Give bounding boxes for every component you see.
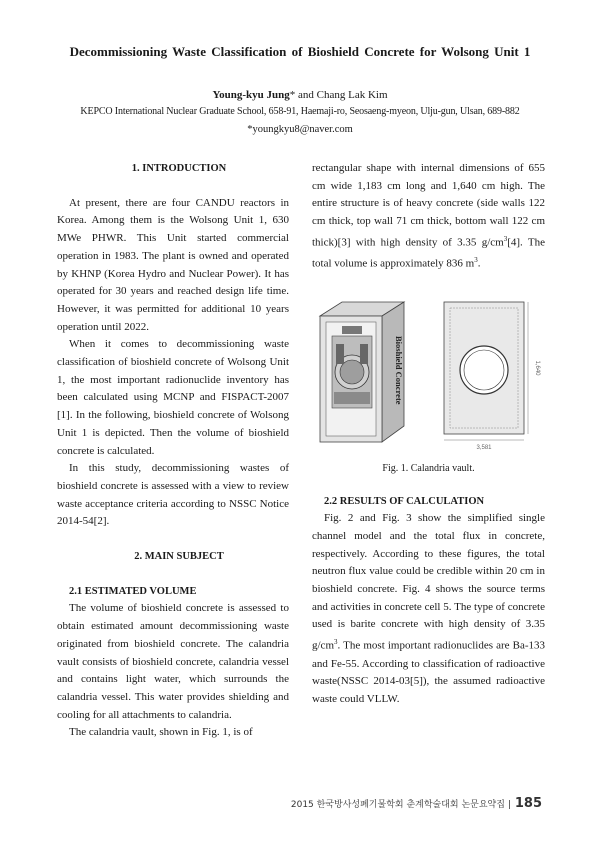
volume-paragraph-continued: rectangular shape with internal dimensions of 655 cm wide 1,183 cm long and 1,640 cm high. The entire structure is of heavy concrete (side walls 122 cm thick, top wall 71 cm thick, bottom wall 122 cm thick)[3] with high density of 3.35 $g/cm^3[4]$. The total volume is approximately 836 $m^3$. [312, 162, 546, 270]
author-and: and [295, 89, 317, 101]
intro-paragraph-1: At present, there are four CANDU reactors in Korea. Among them is the Wolsong Unit 1, 630 MWe PHWR. This Unit started commercial operation in 1983. The plant is owned and operated by KHNP (Korea Hydro and Nuclear Power). It has operated for 30 years and reached design life time. However, it was permitted for additional 10 years operation until 2022. [57, 196, 289, 333]
figure-dimension-bottom: 3,581 [476, 444, 492, 451]
figure-calandria-vault [312, 296, 545, 456]
affiliation: KEPCO International Nuclear Graduate School, 658-91, Haemaji-ro, Seosaeng-myeon, Ulju-gun, Ulsan, 689-882 [80, 106, 520, 117]
page-footer [291, 796, 542, 811]
left-column [57, 160, 289, 742]
section-heading-introduction: 1. INTRODUCTION [131, 163, 227, 174]
volume-paragraph-1: The volume of bioshield concrete is assessed to obtain estimated amount decommissioning waste originated from bioshield concrete. The calandria vault consists of bioshield concrete, calandria vessel and contains light water, which surrounds the calandria vessel. This water provides shielding and cooling for all attachments to calandria. [57, 602, 289, 721]
section-heading-main: 2. MAIN SUBJECT [134, 551, 224, 563]
intro-paragraph-3: In this study, decommissioning wastes of bioshield concrete is assessed with a view to review waste acceptance criteria according to NSSC Notice 2014-54[2]. [57, 462, 289, 528]
footer-separator: | [507, 800, 511, 810]
volume-paragraph-2: The calandria vault, shown in Fig. 1, is of [69, 726, 253, 739]
figure-caption: Fig. 1. Calandria vault. [382, 462, 475, 474]
section-elevation-icon [444, 302, 528, 440]
author-mark: * [289, 89, 296, 101]
intro-paragraph-2: When it comes to decommissioning waste classification of bioshield concrete of Wolsong Unit 1, the most important radionuclide inventory has been calculated using MCNP and FISPACT-2007 [1]. In the following, bioshield concrete of Wolsong Unit 1 is depicted. Then the volume of bioshield concrete is calculated. [57, 338, 289, 457]
author-first: Young-kyu Jung [212, 89, 290, 101]
email: *youngkyu8@naver.com [247, 124, 353, 135]
calandria-vault-drawing [312, 296, 545, 456]
page-number: 185 [514, 796, 542, 811]
subsection-heading-calculation: 2.2 RESULTS OF CALCULATION [324, 495, 485, 507]
author-second: Chang Lak Kim [316, 89, 388, 101]
figure-dimension-side: 1,640 [534, 360, 540, 376]
subsection-heading-volume: 2.1 ESTIMATED VOLUME [69, 585, 197, 597]
paper-title: Decommissioning Waste Classification of Bioshield Concrete for Wolsong Unit 1 [69, 44, 531, 59]
footer-text: 2015 한국방사성폐기물학회 춘계학술대회 논문요약집 [290, 800, 505, 810]
calculation-paragraph: Fig. 2 and Fig. 3 show the simplified single channel model and the total flux in concrete, respectively. According to these figures, the total neutron flux value could be credible within 20 cm in bioshield concrete. Fig. 4 shows the source terms and activities in concrete cell 5. The type of concrete used is barite concrete with high density of 3.35 $g/cm^3$. The most important radionuclides are Ba-133 and Fe-55. According to classification of radioactive waste(NSSC 2014-03[5]), the assumed radioactive waste could VLLW. [312, 512, 545, 705]
right-column [312, 160, 545, 709]
figure-vertical-label: Bioshield Concrete [394, 335, 404, 405]
cutaway-block-icon [320, 302, 404, 442]
authors [0, 89, 600, 101]
